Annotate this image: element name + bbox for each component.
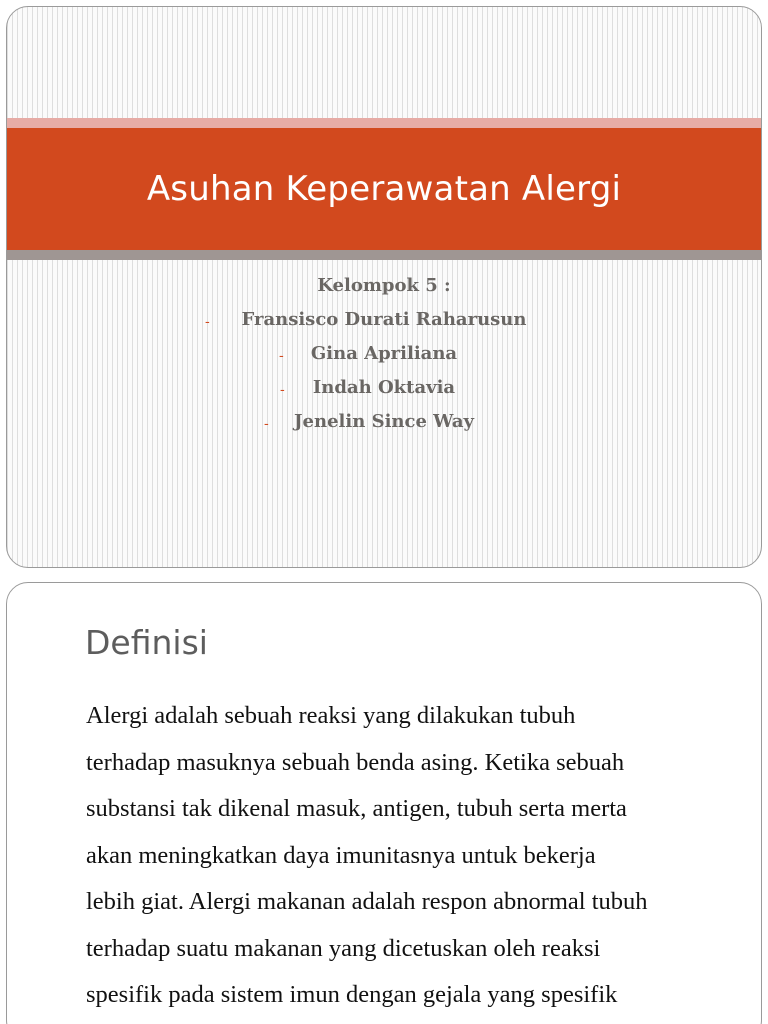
paragraph-line: terhadap suatu makanan yang dicetuskan oleh reaksi bbox=[86, 934, 601, 962]
slide-heading: Definisi bbox=[85, 623, 208, 662]
paragraph-line: Alergi adalah sebuah reaksi yang dilakukan tubuh bbox=[86, 702, 576, 729]
member-item bbox=[7, 408, 761, 442]
definition-paragraph bbox=[86, 693, 736, 1019]
title-slide bbox=[6, 6, 762, 568]
member-name: Fransisco Durati Raharusun bbox=[241, 309, 527, 330]
accent-band-bottom bbox=[7, 250, 761, 260]
member-name: Gina Apriliana bbox=[310, 343, 458, 364]
member-item bbox=[7, 340, 761, 374]
accent-band-top bbox=[7, 118, 761, 128]
bullet-dash: - bbox=[279, 348, 284, 364]
definition-slide bbox=[6, 582, 762, 1024]
paragraph-line: terhadap masuknya sebuah benda asing. Ketika sebuah bbox=[86, 748, 625, 776]
paragraph-line: spesifik pada sistem imun dengan gejala yang spesifik bbox=[86, 981, 618, 1008]
member-item bbox=[7, 306, 761, 340]
member-list bbox=[7, 306, 761, 442]
slide-title: Asuhan Keperawatan Alergi bbox=[146, 169, 622, 209]
paragraph-line: lebih giat. Alergi makanan adalah respon abnormal tubuh bbox=[86, 888, 648, 915]
bullet-dash: - bbox=[264, 416, 269, 432]
group-info bbox=[7, 272, 761, 442]
paragraph-line: akan meningkatkan daya imunitasnya untuk bekerja bbox=[86, 841, 596, 869]
bullet-dash: - bbox=[205, 314, 210, 330]
paragraph-line: substansi tak dikenal masuk, antigen, tubuh serta merta bbox=[86, 795, 627, 822]
member-item bbox=[7, 374, 761, 408]
member-name: Jenelin Since Way bbox=[294, 411, 474, 432]
title-band bbox=[7, 128, 761, 250]
group-label: Kelompok 5 : bbox=[317, 275, 451, 296]
bullet-dash: - bbox=[280, 382, 285, 398]
member-name: Indah Oktavia bbox=[312, 377, 456, 398]
